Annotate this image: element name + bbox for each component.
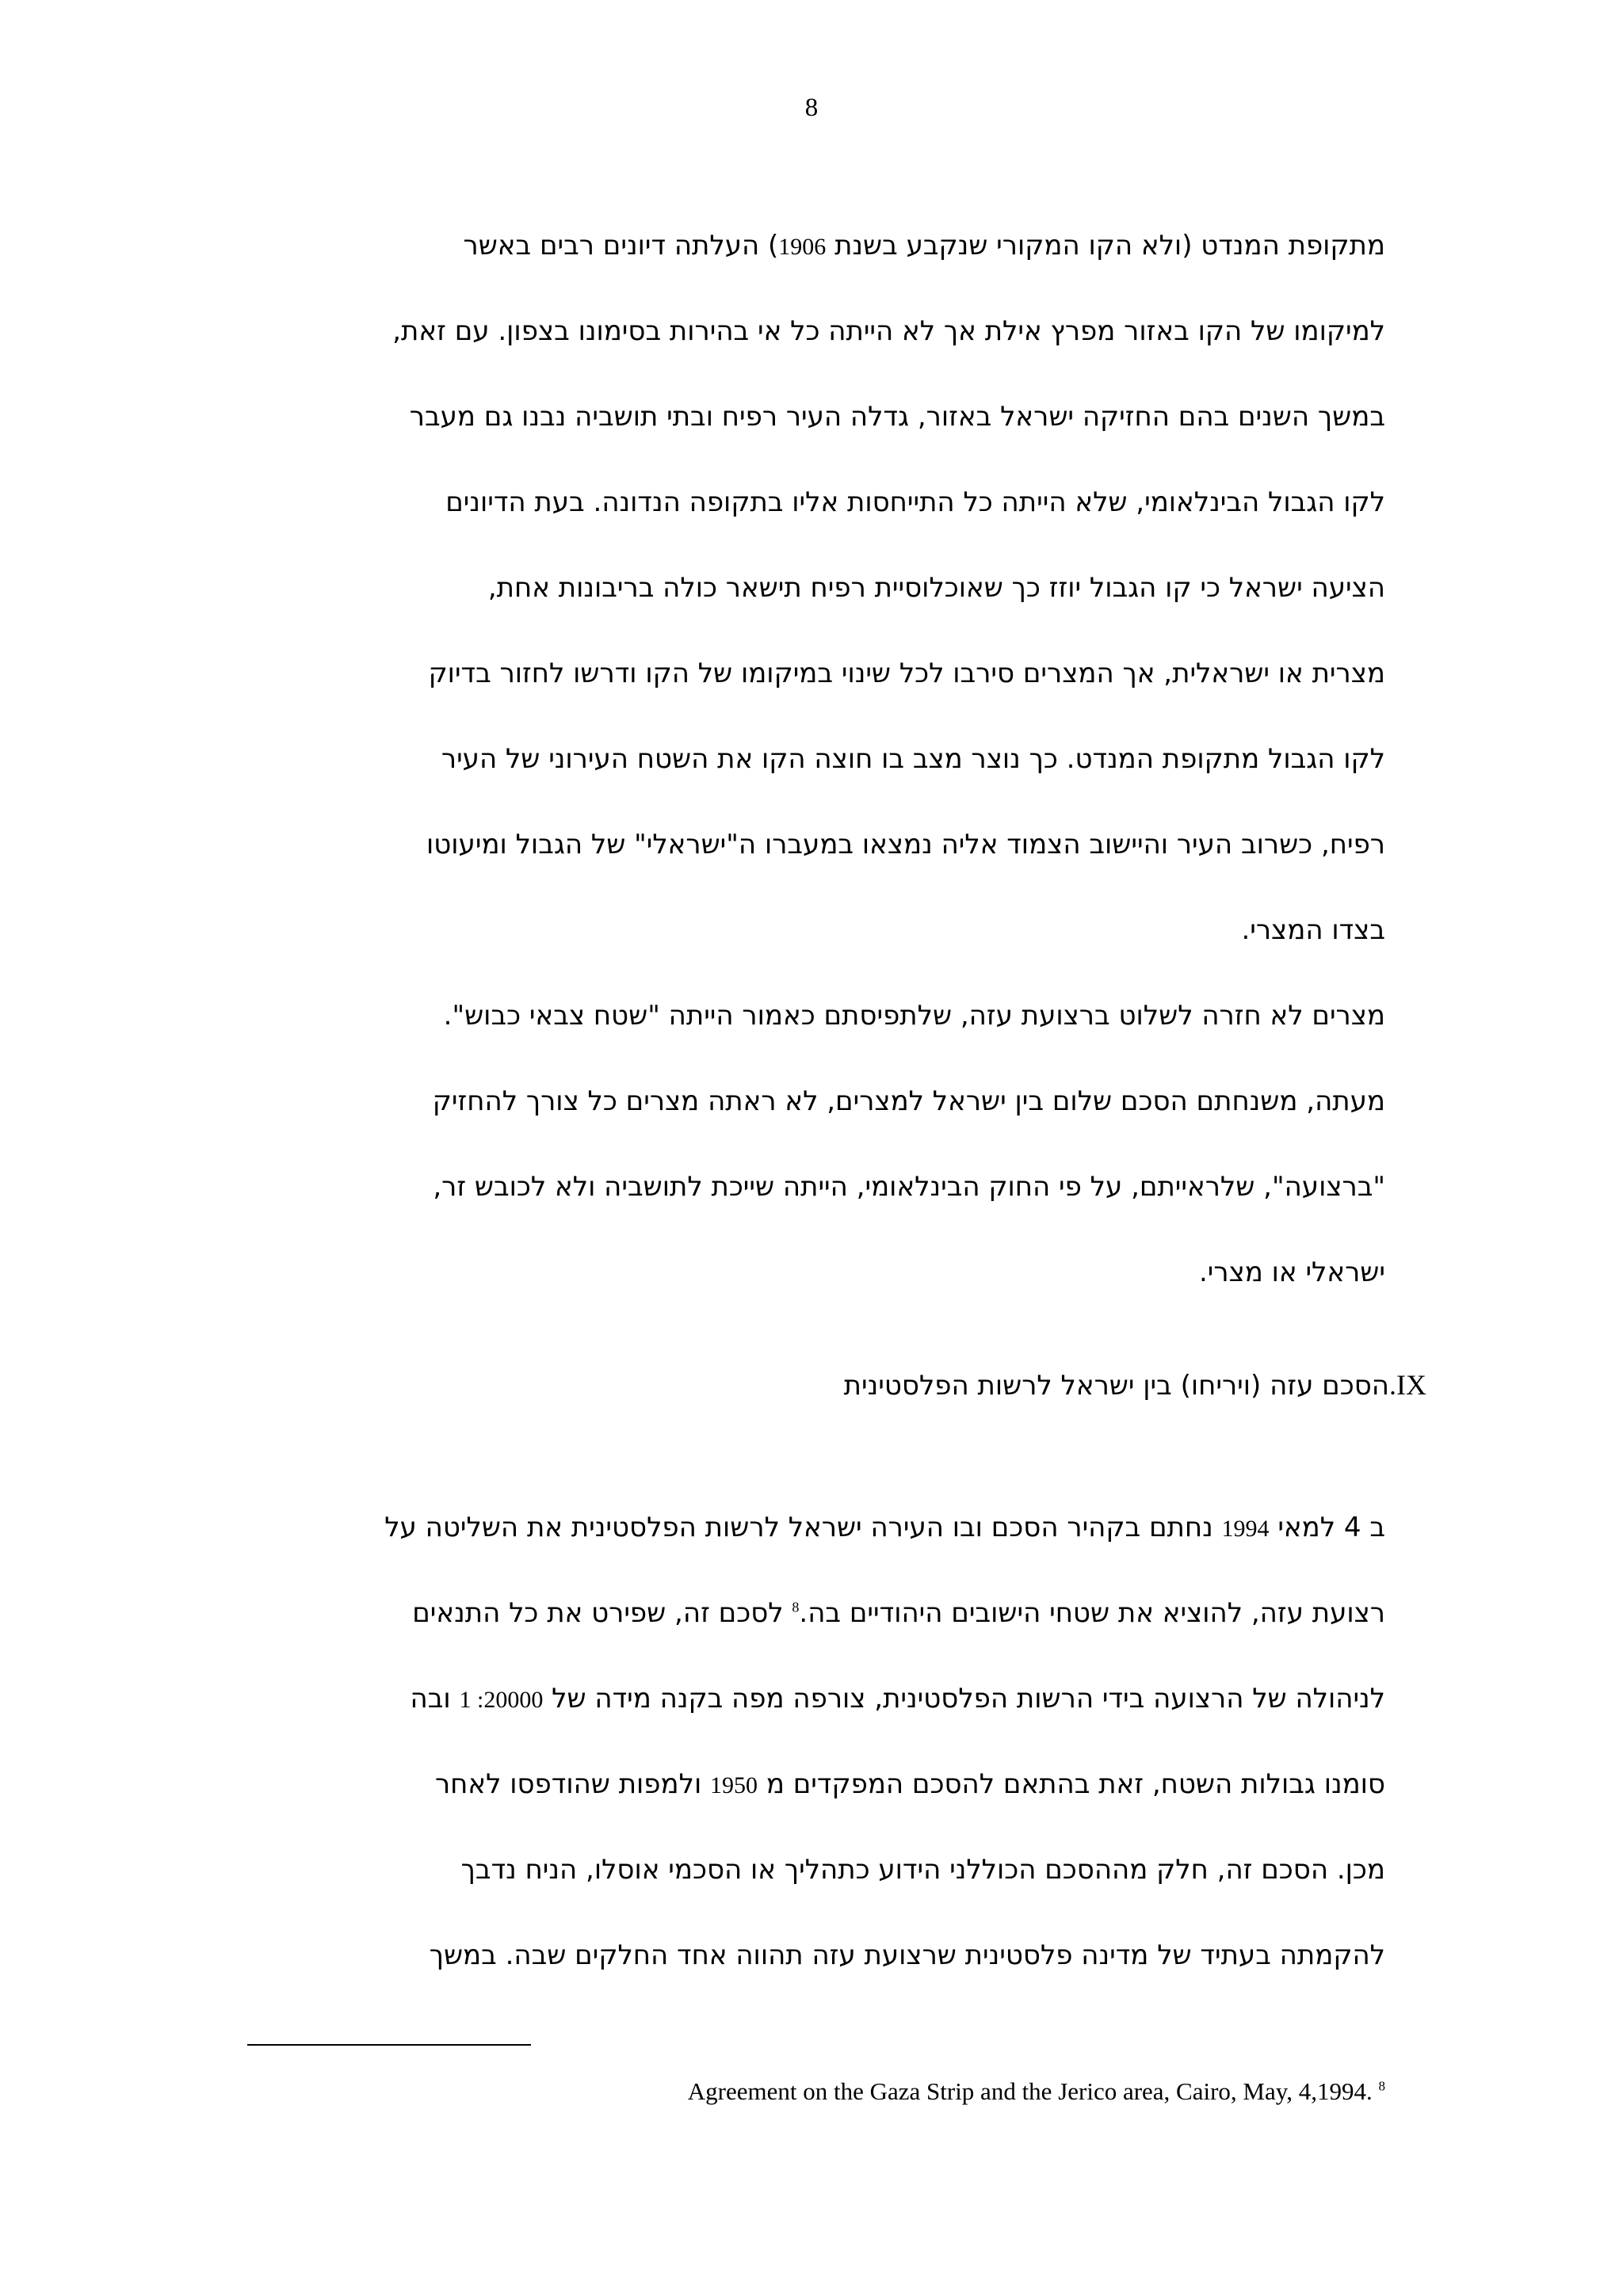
paragraph-3-line-4: סומנו גבולות השטח, זאת בהתאם להסכם המפקדים מ 1950 ולמפות שהודפסו לאחר: [434, 1768, 1385, 1800]
paragraph-2-line-3: "ברצועה", שלראייתם, על פי החוק הבינלאומי, הייתה שייכת לתושביה ולא לכובש זר,: [433, 1171, 1385, 1203]
paragraph-1-line-2: למיקומו של הקו באזור מפרץ אילת אך לא הייתה כל אי בהירות בסימונו בצפון. עם זאת,: [392, 315, 1385, 347]
section-heading: [844, 1369, 1426, 1402]
paragraph-2-line-2: מעתה, משנחתם הסכם שלום בין ישראל למצרים, לא ראתה מצרים כל צורך להחזיק: [432, 1085, 1385, 1117]
paragraph-3-line-1: ב 4 למאי 1994 נחתם בקהיר הסכם ובו העירה ישראל לרשות הפלסטינית את השליטה על: [384, 1512, 1385, 1543]
year-1994: 1994: [1221, 1516, 1270, 1542]
paragraph-1-line-6: מצרית או ישראלית, אך המצרים סירבו לכל שינוי במיקומו של הקו ודרשו לחזור בדיוק: [428, 658, 1385, 689]
footnote-text: .Agreement on the Gaza Strip and the Jerico area, Cairo, May, 4,1994: [687, 2077, 1373, 2105]
footnote-marker: 8: [1378, 2078, 1385, 2094]
footnote-reference[interactable]: 8: [792, 1599, 800, 1615]
paragraph-1-line-4: לקו הגבול הבינלאומי, שלא הייתה כל התייחסות אליו בתקופה הנדונה. בעת הדיונים: [445, 486, 1385, 518]
paragraph-1-line-7: לקו הגבול מתקופת המנדט. כך נוצר מצב בו חוצה הקו את השטח העירוני של העיר: [441, 743, 1385, 775]
section-title: הסכם עזה (ויריחו) בין ישראל לרשות הפלסטינית: [843, 1370, 1389, 1402]
paragraph-3-line-2: רצועת עזה, להוציא את שטחי הישובים היהודיים בה.$^8$ לסכם זה, שפירט את כל התנאים: [412, 1597, 1385, 1629]
paragraph-1-line-9: בצדו המצרי.: [1241, 914, 1385, 946]
paragraph-3-line-3: לניהולה של הרצועה בידי הרשות הפלסטינית, צורפה מפה בקנה מידה של 20000: 1 ובה: [410, 1683, 1385, 1714]
paragraph-3-line-6: להקמתה בעתיד של מדינה פלסטינית שרצועת עזה תהווה אחד החלקים שבה. במשך: [429, 1939, 1385, 1971]
page-number: 8: [804, 93, 819, 122]
footnote: [688, 2077, 1385, 2106]
section-numeral: IX.: [1389, 1369, 1426, 1401]
map-scale: 20000: 1: [459, 1687, 544, 1713]
paragraph-2-line-1: מצרים לא חזרה לשלוט ברצועת עזה, שלתפיסתם כאמור הייתה "שטח צבאי כבוש".: [443, 1000, 1385, 1032]
paragraph-1-line-1: מתקופת המנדט (ולא הקו המקורי שנקבע בשנת 1906) העלתה דיונים רבים באשר: [463, 230, 1385, 261]
paragraph-1-line-3: במשך השנים בהם החזיקה ישראל באזור, גדלה העיר רפיח ובתי תושביה נבנו גם מעבר: [409, 401, 1385, 433]
paragraph-2-line-4: ישראלי או מצרי.: [1198, 1257, 1385, 1288]
footnote-divider: [247, 2044, 531, 2046]
paragraph-3-line-5: מכן. הסכם זה, חלק מההסכם הכוללני הידוע כתהליך או הסכמי אוסלו, הניח נדבך: [460, 1854, 1385, 1886]
year-1906: 1906: [778, 234, 827, 260]
paragraph-1-line-8: רפיח, כשרוב העיר והיישוב הצמוד אליה נמצאו במעברו ה"ישראלי" של הגבול ומיעוטו: [426, 829, 1385, 860]
year-1950: 1950: [710, 1772, 758, 1798]
paragraph-1-line-5: הציעה ישראל כי קו הגבול יוזז כך שאוכלוסיית רפיח תישאר כולה בריבונות אחת,: [487, 572, 1385, 604]
